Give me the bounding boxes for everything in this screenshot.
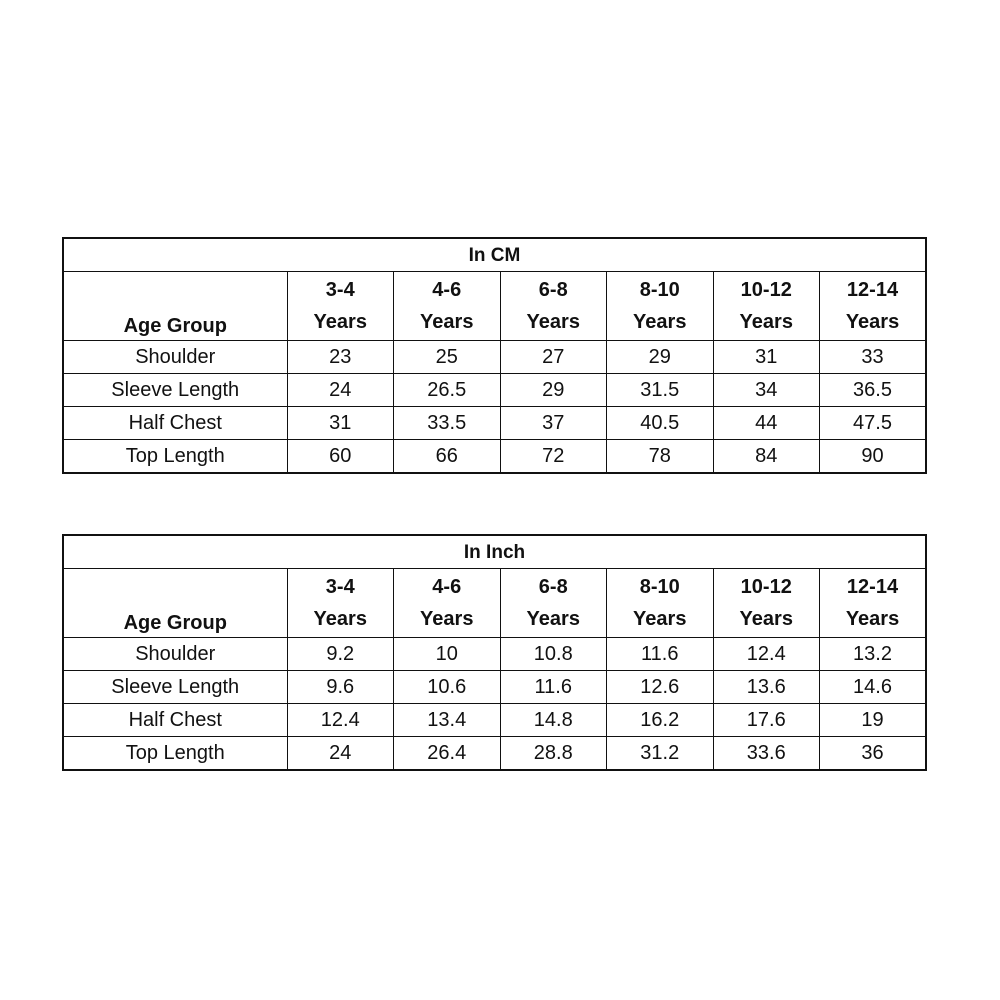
age-range: 12-14 xyxy=(846,576,899,598)
size-table-inch xyxy=(62,534,927,771)
table-cell: 9.6 xyxy=(287,671,394,704)
table-row xyxy=(63,704,926,737)
age-unit: Years xyxy=(420,608,474,630)
table-cell: 26.5 xyxy=(394,374,501,407)
age-range: 8-10 xyxy=(639,576,680,598)
table-cell: 16.2 xyxy=(607,704,714,737)
table-cell: 25 xyxy=(394,341,501,374)
table-cell: 12.4 xyxy=(287,704,394,737)
table-cell: 12.6 xyxy=(607,671,714,704)
table-cell: 72 xyxy=(500,440,607,474)
table-cell: 31.2 xyxy=(607,737,714,771)
table-row xyxy=(63,407,926,440)
table-cell: 23 xyxy=(287,341,394,374)
size-table-cm xyxy=(62,237,927,474)
table-row xyxy=(63,341,926,374)
table-cell: 14.6 xyxy=(820,671,927,704)
table-header-row xyxy=(63,569,926,638)
table-title: In Inch xyxy=(63,535,926,569)
column-header xyxy=(394,272,501,341)
table-cell: 26.4 xyxy=(394,737,501,771)
table-cell: 60 xyxy=(287,440,394,474)
column-header xyxy=(820,569,927,638)
table-cell: 17.6 xyxy=(713,704,820,737)
age-unit: Years xyxy=(313,311,367,333)
table-cell: 84 xyxy=(713,440,820,474)
column-header xyxy=(500,272,607,341)
table-cell: 33.5 xyxy=(394,407,501,440)
row-label: Half Chest xyxy=(63,407,287,440)
table-cell: 31 xyxy=(713,341,820,374)
table-header-row xyxy=(63,272,926,341)
age-group-header: Age Group xyxy=(63,569,287,638)
row-label: Half Chest xyxy=(63,704,287,737)
table-row xyxy=(63,638,926,671)
table-cell: 13.2 xyxy=(820,638,927,671)
table-cell: 12.4 xyxy=(713,638,820,671)
age-unit: Years xyxy=(739,311,793,333)
table-cell: 28.8 xyxy=(500,737,607,771)
table-row xyxy=(63,671,926,704)
age-range: 10-12 xyxy=(740,576,792,598)
table-cell: 10.8 xyxy=(500,638,607,671)
column-header xyxy=(607,569,714,638)
table-cell: 33.6 xyxy=(713,737,820,771)
row-label: Sleeve Length xyxy=(63,374,287,407)
age-unit: Years xyxy=(313,608,367,630)
age-range: 12-14 xyxy=(846,279,899,301)
table-cell: 40.5 xyxy=(607,407,714,440)
row-label: Shoulder xyxy=(63,638,287,671)
table-cell: 10.6 xyxy=(394,671,501,704)
table-title-row xyxy=(63,535,926,569)
age-unit: Years xyxy=(739,608,793,630)
table-title-row xyxy=(63,238,926,272)
table-cell: 36 xyxy=(820,737,927,771)
age-range: 6-8 xyxy=(538,576,568,598)
table-cell: 9.2 xyxy=(287,638,394,671)
age-unit: Years xyxy=(420,311,474,333)
row-label: Shoulder xyxy=(63,341,287,374)
column-header xyxy=(713,272,820,341)
table-row xyxy=(63,737,926,771)
age-range: 6-8 xyxy=(538,279,568,301)
column-header xyxy=(713,569,820,638)
age-range: 3-4 xyxy=(325,279,355,301)
table-cell: 11.6 xyxy=(607,638,714,671)
age-range: 8-10 xyxy=(639,279,680,301)
age-unit: Years xyxy=(633,608,687,630)
table-cell: 24 xyxy=(287,374,394,407)
table-cell: 78 xyxy=(607,440,714,474)
table-cell: 27 xyxy=(500,341,607,374)
row-label: Sleeve Length xyxy=(63,671,287,704)
age-unit: Years xyxy=(526,311,580,333)
column-header xyxy=(607,272,714,341)
table-cell: 36.5 xyxy=(820,374,927,407)
age-unit: Years xyxy=(633,311,687,333)
table-cell: 14.8 xyxy=(500,704,607,737)
table-cell: 33 xyxy=(820,341,927,374)
table-cell: 24 xyxy=(287,737,394,771)
table-title: In CM xyxy=(63,238,926,272)
row-label: Top Length xyxy=(63,737,287,771)
age-range: 4-6 xyxy=(432,279,462,301)
table-cell: 37 xyxy=(500,407,607,440)
age-unit: Years xyxy=(526,608,580,630)
row-label: Top Length xyxy=(63,440,287,474)
column-header xyxy=(287,569,394,638)
age-range: 10-12 xyxy=(740,279,792,301)
table-cell: 44 xyxy=(713,407,820,440)
table-cell: 31.5 xyxy=(607,374,714,407)
table-cell: 31 xyxy=(287,407,394,440)
age-unit: Years xyxy=(845,608,900,630)
table-cell: 90 xyxy=(820,440,927,474)
table-cell: 29 xyxy=(607,341,714,374)
column-header xyxy=(287,272,394,341)
table-cell: 29 xyxy=(500,374,607,407)
table-cell: 10 xyxy=(394,638,501,671)
age-range: 4-6 xyxy=(432,576,462,598)
column-header xyxy=(394,569,501,638)
table-cell: 13.4 xyxy=(394,704,501,737)
table-cell: 34 xyxy=(713,374,820,407)
column-header xyxy=(500,569,607,638)
table-cell: 13.6 xyxy=(713,671,820,704)
table-row xyxy=(63,374,926,407)
table-cell: 19 xyxy=(820,704,927,737)
table-cell: 11.6 xyxy=(500,671,607,704)
age-unit: Years xyxy=(845,311,900,333)
age-range: 3-4 xyxy=(325,576,355,598)
age-group-header: Age Group xyxy=(63,272,287,341)
table-cell: 66 xyxy=(394,440,501,474)
table-cell: 47.5 xyxy=(820,407,927,440)
column-header xyxy=(820,272,927,341)
table-row xyxy=(63,440,926,474)
